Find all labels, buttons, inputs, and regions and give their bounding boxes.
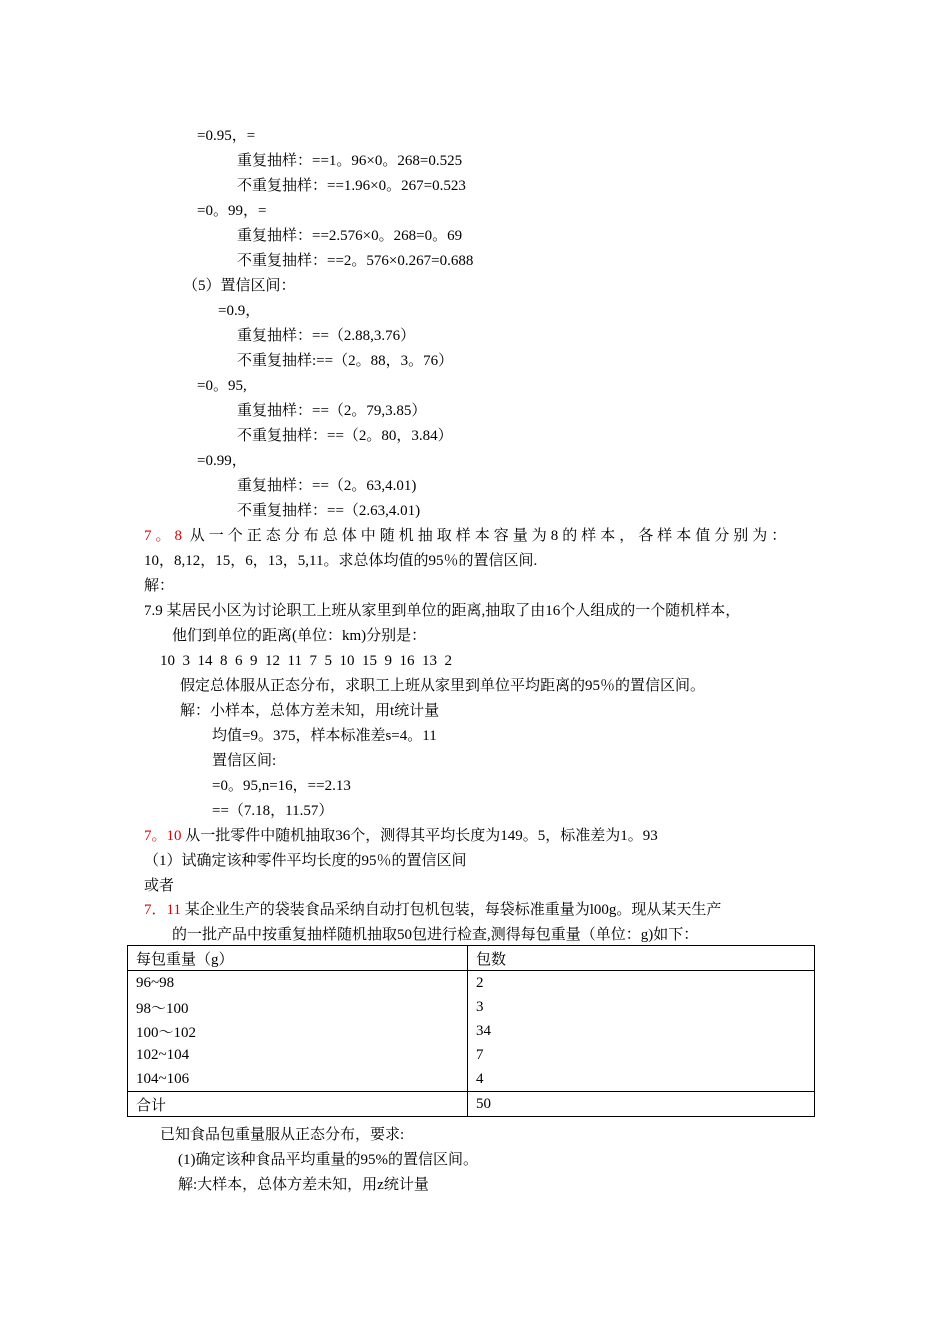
weight-table (127, 945, 815, 1117)
text-line: （1）试确定该种零件平均长度的95％的置信区间 (144, 853, 467, 869)
table-cell: 7 (468, 1043, 815, 1067)
text-line: 他们到单位的距离(单位：km)分别是： (172, 628, 427, 644)
text-line: 重复抽样：==（2。63,4.01) (237, 478, 417, 494)
question-number: 7．11 (144, 902, 181, 918)
text-line: (1)确定该种食品平均重量的95%的置信区间。 (178, 1152, 478, 1168)
question-7-8 (144, 526, 790, 546)
table-cell: 合计 (128, 1092, 468, 1117)
text-line: 置信区间: (212, 753, 277, 769)
question-7-9: 7.9 某居民小区为讨论职工上班从家里到单位的距离,抽取了由16个人组成的一个随机样本， (144, 603, 741, 619)
table-cell: 100～102 (128, 1019, 468, 1043)
table-cell: 4 (468, 1067, 815, 1092)
text-line: 的一批产品中按重复抽样随机抽取50包进行检查,测得每包重量（单位：g)如下： (172, 927, 699, 943)
section-heading: （5）置信区间： (183, 278, 296, 294)
text-line: 重复抽样：==1。96×0。268=0.525 (237, 153, 463, 169)
question-number: 7。10 (144, 828, 182, 844)
table-row (128, 971, 815, 996)
table-cell: 98～100 (128, 995, 468, 1019)
text-line: =0.9， (218, 303, 261, 319)
question-number: 7。8 (144, 528, 187, 544)
table-header-cell: 包数 (468, 946, 815, 971)
text-line: 重复抽样：==2.576×0。268=0。69 (237, 228, 463, 244)
table-total-row (128, 1092, 815, 1117)
table-row (128, 1019, 815, 1043)
text-line: 不重复抽样：==（2.63,4.01) (237, 503, 421, 519)
table-cell: 34 (468, 1019, 815, 1043)
text-line: =0。99，= (197, 203, 267, 219)
table-cell: 102~104 (128, 1043, 468, 1067)
text-line: 解:大样本，总体方差未知，用z统计量 (178, 1177, 429, 1193)
table-cell: 3 (468, 995, 815, 1019)
table-header-cell: 每包重量（g） (128, 946, 468, 971)
table-cell: 96~98 (128, 971, 468, 996)
text-line: 重复抽样：==（2。79,3.85） (237, 403, 427, 419)
table-header (128, 946, 815, 971)
table-row (128, 1043, 815, 1067)
text-line: =0.99， (197, 453, 247, 469)
data-values: 10 3 14 8 6 9 12 11 7 5 10 15 9 16 13 2 (160, 653, 452, 669)
table-cell: 2 (468, 971, 815, 996)
text-line: 解：小样本，总体方差未知，用t统计量 (180, 703, 440, 719)
text-line: 不重复抽样：==2。576×0.267=0.688 (237, 253, 474, 269)
text-line: 假定总体服从正态分布，求职工上班从家里到单位平均距离的95％的置信区间。 (180, 678, 706, 694)
text-line: 或者 (144, 878, 175, 894)
text-line: 10，8,12，15，6，13，5,11。求总体均值的95％的置信区间. (144, 553, 538, 569)
table-row (128, 995, 815, 1019)
table-row (128, 1067, 815, 1092)
text-line: 不重复抽样：==1.96×0。267=0.523 (237, 178, 466, 194)
solution-label: 解： (144, 578, 175, 594)
text-line: ==（7.18，11.57） (212, 803, 334, 819)
text-line: 均值=9。375，样本标准差s=4。11 (212, 728, 437, 744)
text-line: 已知食品包重量服从正态分布，要求: (160, 1127, 405, 1143)
text-line: =0.95，= (197, 128, 256, 144)
question-text: 从一个正态分布总体中随机抽取样本容量为8的样本，各样本值分别为： (189, 528, 791, 544)
table-cell: 50 (468, 1092, 815, 1117)
text-line: 重复抽样：==（2.88,3.76） (237, 328, 416, 344)
text-line: =0。95, (197, 378, 247, 394)
table-cell: 104~106 (128, 1067, 468, 1092)
text-line: 不重复抽样：==（2。80，3.84） (237, 428, 453, 444)
question-7-10 (144, 826, 658, 846)
question-7-11 (144, 900, 721, 920)
question-text: 从一批零件中随机抽取36个，测得其平均长度为149。5，标准差为1。93 (185, 828, 658, 844)
text-line: =0。95,n=16，==2.13 (212, 778, 351, 794)
text-line: 不重复抽样:==（2。88，3。76） (237, 353, 454, 369)
question-text: 某企业生产的袋装食品采纳自动打包机包装，每袋标准重量为l00g。现从某天生产 (184, 902, 722, 918)
